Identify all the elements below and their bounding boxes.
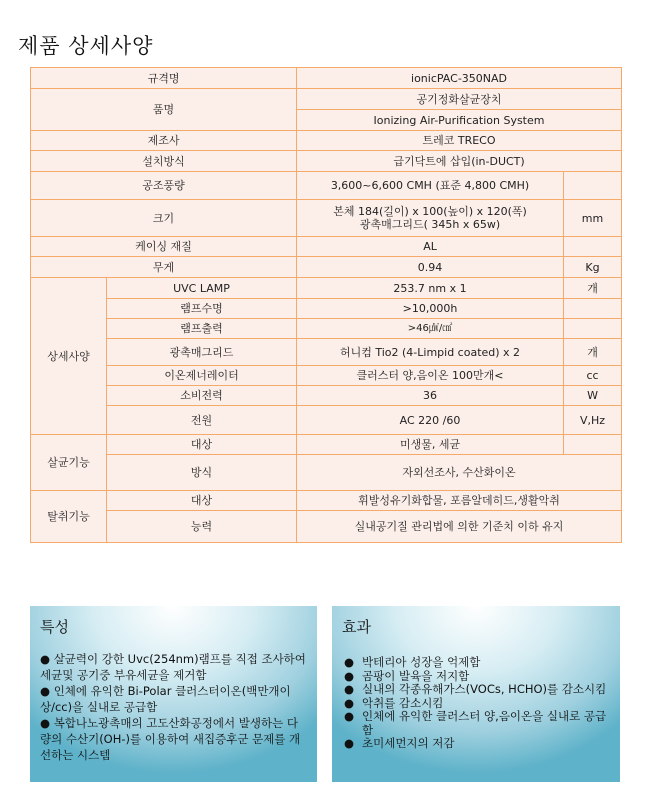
table-row <box>31 200 622 237</box>
name-value-ko: 공기정화살균장치 <box>297 89 622 110</box>
effect-item: ● 실내의 각종유해가스(VOCs, HCHO)를 감소시킴 <box>344 682 607 696</box>
feature-item: ● 복합나노광촉매의 고도산화공정에서 발생하는 다량의 수산기(OH-)를 이용하여 새집증후군 문제를 개선하는 시스템 <box>40 716 301 762</box>
casing-unit <box>564 237 622 257</box>
airflow-unit <box>564 172 622 200</box>
table-row <box>31 172 622 200</box>
sterilize-value: 자외선조사, 수산화이온 <box>297 455 622 491</box>
detail-label: 램프출력 <box>107 319 297 339</box>
install-value: 급기닥트에 삽입(in-DUCT) <box>297 151 622 172</box>
detail-value: >46㎼/㎠ <box>297 319 564 339</box>
bullet-icon: ● <box>344 668 355 683</box>
detail-label: 램프수명 <box>107 299 297 319</box>
deodor-label: 대상 <box>107 491 297 511</box>
deodor-value: 휘발성유기화합물, 포름알데히드,생활악취 <box>297 491 622 511</box>
features-body <box>40 651 309 763</box>
sterilize-unit <box>564 435 622 455</box>
spec-table <box>30 67 622 543</box>
maker-value: 트레코 TRECO <box>297 131 622 151</box>
table-row <box>31 131 622 151</box>
effect-item: ● 인체에 유익한 클러스터 양,음이온을 실내로 공급함 <box>344 709 607 737</box>
table-row <box>31 491 622 511</box>
table-row <box>31 366 622 386</box>
size-value-body: 본체 184(길이) x 100(높이) x 120(폭) <box>333 205 527 218</box>
detail-unit: W <box>564 386 622 406</box>
effect-item: ● 초미세먼지의 저감 <box>344 736 455 750</box>
table-row <box>31 237 622 257</box>
bullet-icon: ● <box>344 695 355 710</box>
detail-label: UVC LAMP <box>107 278 297 299</box>
detail-value: 허니컴 Tio2 (4-Limpid coated) x 2 <box>297 339 564 366</box>
detail-unit: V,Hz <box>564 406 622 435</box>
feature-item: ● 살균력이 강한 Uvc(254nm)램프를 직접 조사하여 세균및 공기중 부유세균을 제거함 <box>40 652 306 682</box>
detail-value: >10,000h <box>297 299 564 319</box>
sterilize-label: 대상 <box>107 435 297 455</box>
features-title: 특성 <box>40 618 69 636</box>
deodor-label: 능력 <box>107 511 297 543</box>
weight-unit: Kg <box>564 257 622 278</box>
bullet-icon: ● <box>344 736 355 750</box>
casing-label: 케이싱 재질 <box>31 237 297 257</box>
size-label: 크기 <box>31 200 297 237</box>
effect-item: ● 악취를 감소시킴 <box>344 695 444 710</box>
table-row <box>31 339 622 366</box>
casing-value: AL <box>297 237 564 257</box>
model-value: ionicPAC-350NAD <box>297 68 622 89</box>
detail-unit: 개 <box>564 278 622 299</box>
detail-value: 36 <box>297 386 564 406</box>
feature-item: ● 인체에 유익한 Bi-Polar 클러스터이온(백만개이상/cc)을 실내로 공급함 <box>40 684 291 714</box>
detail-unit <box>564 319 622 339</box>
table-row <box>31 386 622 406</box>
table-row <box>31 151 622 172</box>
size-value-grid: 광촉매그리드( 345h x 65w) <box>359 218 501 231</box>
sterilize-label: 방식 <box>107 455 297 491</box>
table-row <box>31 435 622 455</box>
table-row <box>31 68 622 89</box>
table-row <box>31 319 622 339</box>
name-label: 품명 <box>31 89 297 131</box>
sterilize-value: 미생물, 세균 <box>297 435 564 455</box>
table-row <box>31 299 622 319</box>
detail-unit <box>564 299 622 319</box>
airflow-label: 공조풍량 <box>31 172 297 200</box>
detail-value: AC 220 /60 <box>297 406 564 435</box>
bullet-icon: ● <box>344 709 355 723</box>
detail-unit: 개 <box>564 339 622 366</box>
bullet-icon: ● <box>344 655 355 669</box>
detail-label: 이온제너레이터 <box>107 366 297 386</box>
weight-label: 무게 <box>31 257 297 278</box>
table-row <box>31 406 622 435</box>
sterilize-group-label: 살균기능 <box>31 435 107 491</box>
detail-value: 253.7 nm x 1 <box>297 278 564 299</box>
install-label: 설치방식 <box>31 151 297 172</box>
table-row <box>31 89 622 110</box>
detail-group-label: 상세사양 <box>31 278 107 435</box>
effect-item: ● 박테리아 성장을 억제함 <box>344 655 481 669</box>
effects-title: 효과 <box>342 618 371 636</box>
model-label: 규격명 <box>31 68 297 89</box>
detail-label: 소비전력 <box>107 386 297 406</box>
detail-unit: cc <box>564 366 622 386</box>
page-title: 제품 상세사양 <box>18 34 154 59</box>
table-row <box>31 278 622 299</box>
deodor-group-label: 탈취기능 <box>31 491 107 543</box>
airflow-value: 3,600~6,600 CMH (표준 4,800 CMH) <box>297 172 564 200</box>
size-value <box>297 200 564 237</box>
detail-value: 클러스터 양,음이온 100만개< <box>297 366 564 386</box>
maker-label: 제조사 <box>31 131 297 151</box>
effects-body <box>342 656 612 751</box>
effects-list <box>342 656 612 751</box>
table-row <box>31 511 622 543</box>
deodor-value: 실내공기질 관리법에 의한 기준치 이하 유지 <box>297 511 622 543</box>
size-unit: mm <box>564 200 622 237</box>
features-card <box>30 606 317 782</box>
weight-value: 0.94 <box>297 257 564 278</box>
effect-item: ● 곰팡이 발육을 저지함 <box>344 668 470 683</box>
table-row <box>31 455 622 491</box>
detail-label: 광촉매그리드 <box>107 339 297 366</box>
detail-label: 전원 <box>107 406 297 435</box>
effects-card <box>332 606 620 782</box>
name-value-en: Ionizing Air-Purification System <box>297 110 622 131</box>
table-row <box>31 257 622 278</box>
bullet-icon: ● <box>344 682 355 696</box>
